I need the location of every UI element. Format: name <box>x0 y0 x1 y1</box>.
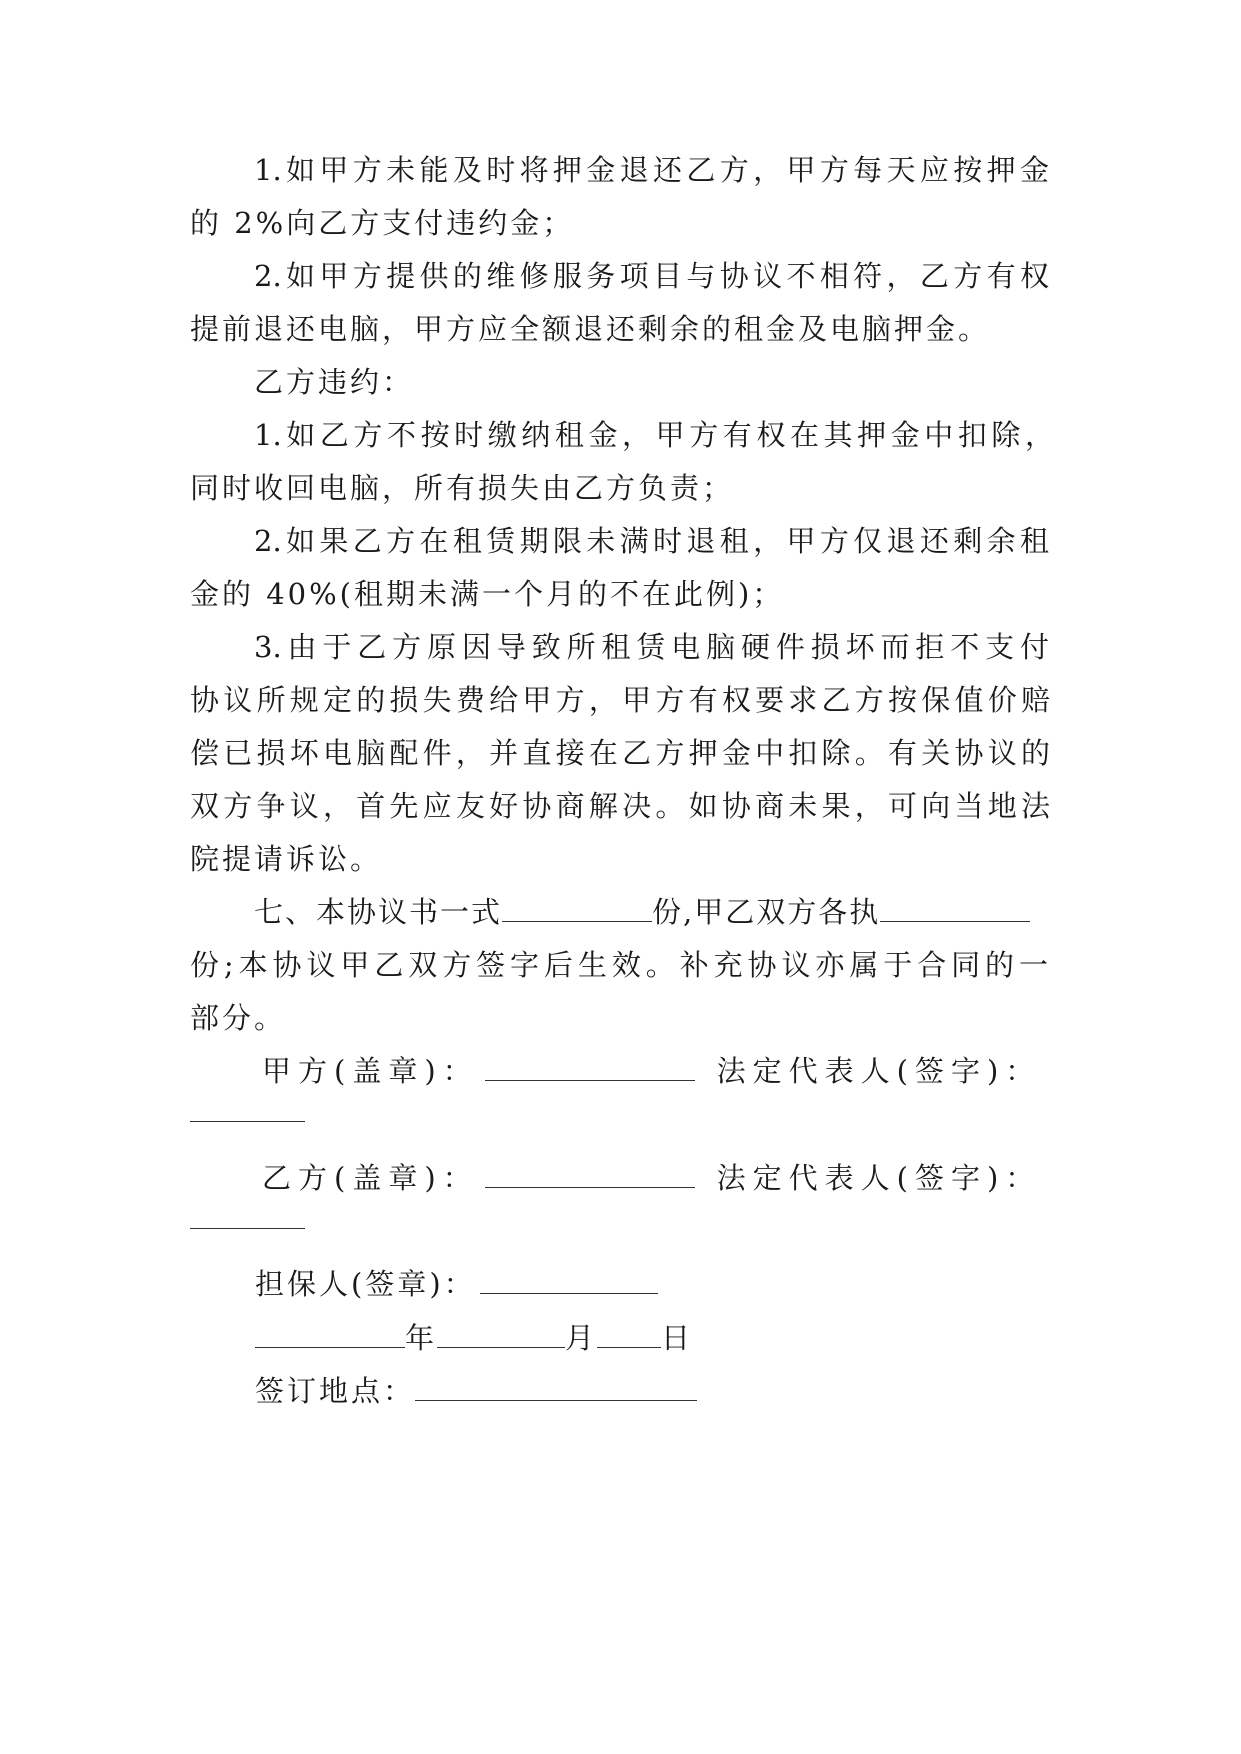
party-b-seal-blank[interactable] <box>485 1163 695 1188</box>
copies-text-b: 份,甲乙双方各执 <box>652 895 881 929</box>
signing-date-row <box>255 1318 693 1358</box>
month-label: 月 <box>565 1321 598 1355</box>
year-blank[interactable] <box>255 1323 405 1348</box>
copies-total-blank[interactable] <box>502 897 652 922</box>
copies-each-blank[interactable] <box>880 897 1030 922</box>
party-a-seal-label: 甲方(盖章)： <box>262 1054 479 1088</box>
party-b-seal-row <box>262 1158 1041 1198</box>
clause-seven-line-3: 部分。 <box>190 1001 287 1035</box>
party-b-rep-signature-blank[interactable] <box>190 1228 305 1229</box>
clause-b3-line-1: 3.由于乙方原因导致所租赁电脑硬件损坏而拒不支付 <box>254 630 1049 664</box>
clause-b3-line-4: 双方争议，首先应友好协商解决。如协商未果，可向当地法 <box>190 789 1050 823</box>
clause-seven-line-2: 份;本协议甲乙双方签字后生效。补充协议亦属于合同的一 <box>190 948 1050 982</box>
guarantor-row <box>255 1264 658 1304</box>
signing-place-label: 签订地点： <box>255 1374 416 1408</box>
clause-b2-line-1: 2.如果乙方在租赁期限未满时退租，甲方仅退还剩余租 <box>254 524 1049 558</box>
signing-place-blank[interactable] <box>415 1376 697 1401</box>
month-blank[interactable] <box>437 1323 565 1348</box>
party-b-seal-label: 乙方(盖章)： <box>262 1161 479 1195</box>
day-label: 日 <box>661 1321 694 1355</box>
party-a-rep-label: 法定代表人(签字)： <box>716 1054 1042 1088</box>
clause-b1-line-1: 1.如乙方不按时缴纳租金，甲方有权在其押金中扣除， <box>254 418 1054 452</box>
day-blank[interactable] <box>597 1323 661 1348</box>
clause-a2-line-2: 提前退还电脑，甲方应全额退还剩余的租金及电脑押金。 <box>190 312 991 346</box>
clause-a2-line-1: 2.如甲方提供的维修服务项目与协议不相符，乙方有权 <box>254 259 1049 293</box>
party-a-rep-signature-blank[interactable] <box>190 1121 305 1122</box>
guarantor-label: 担保人(签章)： <box>255 1267 476 1301</box>
clause-b2-line-2: 金的 40%(租期未满一个月的不在此例)； <box>190 577 785 611</box>
party-b-rep-label: 法定代表人(签字)： <box>716 1161 1042 1195</box>
signing-place-row <box>255 1371 697 1411</box>
party-b-breach-heading: 乙方违约： <box>254 365 415 399</box>
guarantor-signature-blank[interactable] <box>480 1269 658 1294</box>
year-label: 年 <box>405 1321 438 1355</box>
clause-b3-line-3: 偿已损坏电脑配件，并直接在乙方押金中扣除。有关协议的 <box>190 736 1050 770</box>
clause-b1-line-2: 同时收回电脑，所有损失由乙方负责； <box>190 471 735 505</box>
clause-a1-line-2: 的 2%向乙方支付违约金； <box>190 206 575 240</box>
clause-b3-line-5: 院提请诉讼。 <box>190 842 383 876</box>
copies-text-a: 七、本协议书一式 <box>254 895 503 929</box>
party-a-seal-row <box>262 1051 1041 1091</box>
clause-b3-line-2: 协议所规定的损失费给甲方，甲方有权要求乙方按保值价赔 <box>190 683 1050 717</box>
clause-a1-line-1: 1.如甲方未能及时将押金退还乙方，甲方每天应按押金 <box>254 153 1049 187</box>
clause-seven-line-1 <box>254 892 1030 932</box>
party-a-seal-blank[interactable] <box>485 1056 695 1081</box>
